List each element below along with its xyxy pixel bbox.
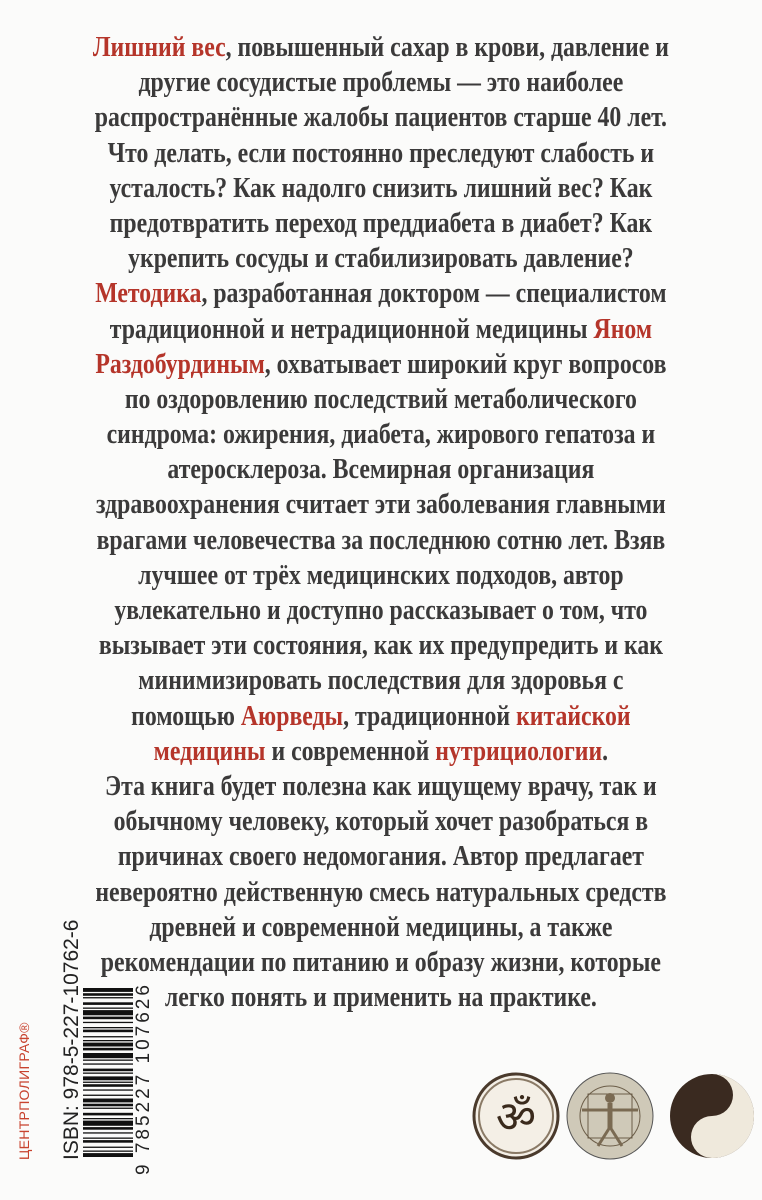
text-line — [0, 769, 762, 804]
barcode-bar — [83, 1153, 133, 1157]
text-line — [0, 487, 762, 522]
text-line — [0, 30, 762, 65]
text-line — [0, 734, 762, 769]
barcode-bar — [83, 1010, 133, 1015]
text-line — [0, 136, 762, 171]
barcode-bar — [83, 1048, 133, 1051]
highlighted-term: Аюрведы — [240, 699, 344, 732]
barcode-bar — [83, 1108, 133, 1109]
text-segment: по оздоровлению последствий метаболического — [124, 382, 637, 415]
text-line — [0, 452, 762, 487]
text-segment: , повышенный сахар в крови, давление и — [225, 31, 669, 63]
text-segment: помощью — [131, 699, 241, 732]
barcode-bar — [83, 1151, 133, 1152]
barcode-bar — [83, 1027, 133, 1028]
publisher-logo: ЦЕНТРПОЛИГРАФ® — [16, 1022, 32, 1160]
barcode-bar — [83, 1022, 133, 1023]
highlighted-term: Методика — [95, 277, 202, 310]
text-segment: и современной — [265, 734, 436, 767]
text-line — [0, 839, 762, 874]
barcode-bar — [83, 1073, 133, 1074]
barcode — [83, 988, 133, 1158]
text-segment: , разработанная доктором — специалистом — [201, 277, 667, 310]
text-line — [0, 875, 762, 910]
text-segment: другие сосудистые проблемы — это наиболее — [138, 66, 624, 99]
barcode-bar — [83, 993, 133, 996]
text-line — [0, 171, 762, 206]
barcode-bar — [83, 1140, 133, 1143]
barcode-bar — [83, 1084, 133, 1087]
barcode-bar — [83, 1002, 133, 1005]
text-segment: , традиционной — [343, 699, 517, 732]
barcode-bar — [83, 1053, 133, 1058]
text-segment: древней и современной медицины, а также — [149, 910, 613, 943]
text-line — [0, 241, 762, 276]
text-line — [0, 382, 762, 417]
yin-yang-icon — [668, 1072, 756, 1160]
highlighted-term: медицины — [153, 734, 266, 767]
barcode-bar — [83, 1082, 133, 1083]
highlighted-term: Раздобурдиным — [95, 347, 265, 380]
barcode-bar — [83, 1043, 133, 1047]
barcode-bar — [83, 1147, 133, 1148]
text-line — [0, 628, 762, 663]
text-line — [0, 100, 762, 135]
highlighted-term: Яном — [593, 312, 653, 345]
text-segment: предотвратить переход преддиабета в диабет? Как — [109, 206, 653, 239]
text-segment: причинах своего недомогания. Автор предлагает — [117, 840, 644, 873]
barcode-bar — [83, 1017, 133, 1020]
barcode-bar — [83, 1099, 133, 1103]
barcode-digits: 9 785227 107626 — [133, 982, 154, 1175]
text-segment: невероятно действенную смесь натуральных средств — [95, 875, 667, 908]
barcode-bar — [83, 1069, 133, 1072]
barcode-bar — [83, 1060, 133, 1061]
text-segment: рекомендации по питанию и образу жизни, которые — [100, 945, 661, 978]
text-segment: синдрома: ожирения, диабета, жирового гепатоза и — [106, 418, 656, 451]
barcode-bar — [83, 1104, 133, 1107]
text-line — [0, 558, 762, 593]
isbn-label: ISBN: 978-5-227-10762-6 — [60, 919, 83, 1160]
text-line — [0, 65, 762, 100]
text-line — [0, 206, 762, 241]
text-segment: Что делать, если постоянно преследуют слабость и — [107, 136, 655, 169]
barcode-bar — [83, 1113, 133, 1116]
text-segment: лучшее от трёх медицинских подходов, автор — [138, 558, 624, 591]
vitruvian-man-icon — [566, 1072, 654, 1160]
text-segment: врагами человечества за последнюю сотню лет. Взяв — [96, 523, 666, 556]
barcode-bar — [83, 997, 133, 998]
barcode-bar — [83, 1008, 133, 1009]
barcode-bar — [83, 1127, 133, 1130]
text-line — [0, 276, 762, 311]
text-segment: традиционной и нетрадиционной медицины — [109, 312, 594, 345]
barcode-bar — [83, 1132, 133, 1133]
text-segment: атеросклероза. Всемирная организация — [167, 453, 595, 486]
highlighted-term: нутрициологии — [435, 734, 603, 767]
barcode-bar — [83, 1089, 133, 1090]
text-segment: укрепить сосуды и стабилизировать давление? — [128, 242, 634, 275]
text-line — [0, 347, 762, 382]
text-line — [0, 417, 762, 452]
text-segment: , охватывает широкий круг вопросов — [264, 347, 667, 380]
barcode-bar — [83, 1030, 133, 1033]
text-segment: распространённые жалобы пациентов старше 40 лет. — [94, 101, 667, 134]
text-segment: обычному человеку, который хочет разобраться в — [113, 805, 649, 838]
barcode-bar — [83, 988, 133, 992]
text-line — [0, 523, 762, 558]
text-line — [0, 699, 762, 734]
text-segment: вызывает эти состояния, как их предупредить и как — [98, 629, 663, 662]
text-segment: здравоохранения считает эти заболевания главными — [96, 488, 666, 521]
highlighted-term: китайской — [516, 699, 631, 732]
om-symbol-icon — [472, 1072, 560, 1160]
barcode-bar — [83, 1095, 133, 1096]
barcode-bar — [83, 1138, 133, 1139]
text-segment: минимизировать последствия для здоровья с — [138, 664, 624, 697]
text-line — [0, 945, 762, 980]
description-text — [0, 30, 762, 1015]
highlighted-term: Лишний вес — [92, 31, 226, 63]
text-line — [0, 910, 762, 945]
barcode-bar — [83, 1036, 133, 1037]
barcode-bar — [83, 1076, 133, 1080]
text-line — [0, 593, 762, 628]
text-segment: усталость? Как надолго снизить лишний вес? Как — [109, 171, 653, 204]
text-segment: . — [602, 734, 609, 767]
barcode-bar — [83, 1118, 133, 1119]
text-segment: Эта книга будет полезна как ищущему врачу, так и — [104, 769, 657, 802]
svg-text:ॐ: ॐ — [495, 1092, 537, 1143]
text-line — [0, 804, 762, 839]
barcode-bar — [83, 1063, 133, 1064]
text-segment: легко понять и применить на практике. — [164, 981, 597, 1014]
barcode-bar — [83, 1040, 133, 1041]
text-segment: увлекательно и доступно рассказывает о том, что — [114, 594, 648, 626]
barcode-bar — [83, 1121, 133, 1126]
text-line — [0, 663, 762, 698]
text-line — [0, 312, 762, 347]
